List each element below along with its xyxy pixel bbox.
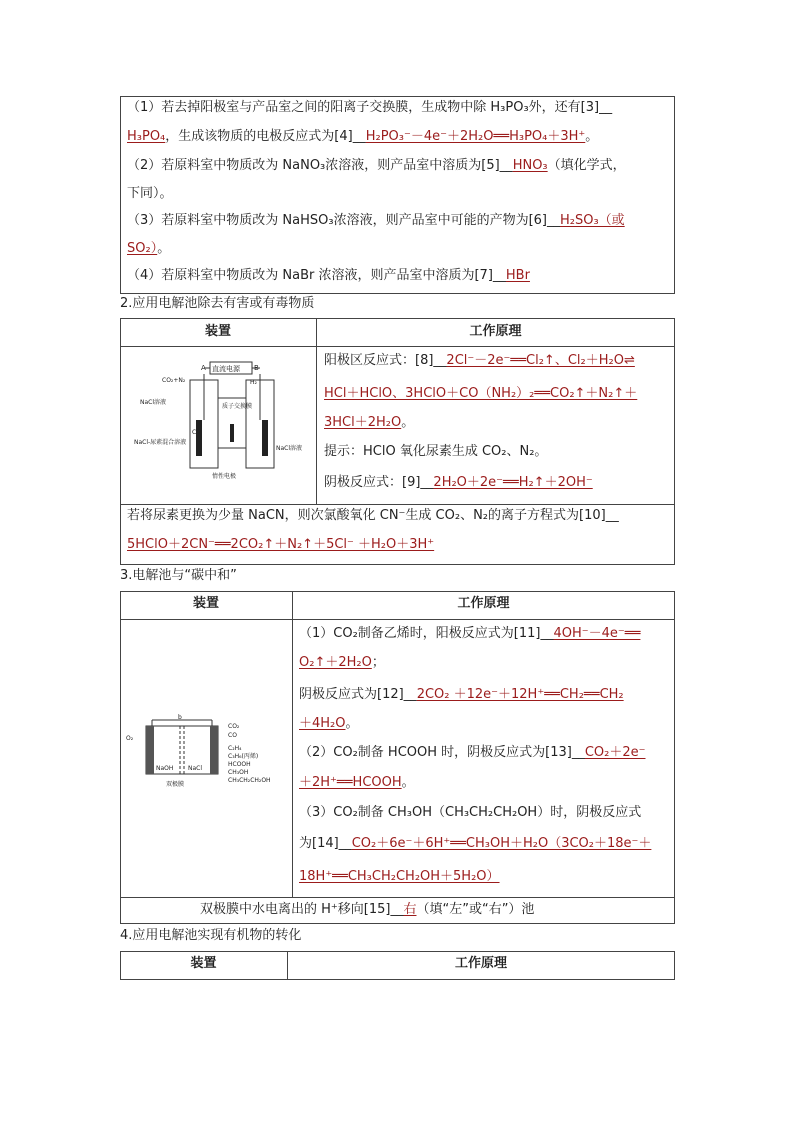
cl2-label: Cl₂	[192, 429, 201, 436]
s1-line-5: （3）若原料室中物质改为 NaHSO₃浓溶液，则产品室中可能的产物为[6]__H₂SO₃（或	[127, 213, 625, 228]
answer-13a: CO₂＋2e⁻	[584, 745, 646, 760]
b-label: b	[178, 714, 182, 721]
answer-6b: SO₂）	[127, 241, 158, 256]
section3-title: 3.电解池与“碳中和”	[120, 568, 237, 583]
s1-line-1: （1）若去掉阳极室与产品室之间的阳离子交换膜，生成物中除 H₃PO₃外，还有[3]__	[127, 100, 613, 115]
power-label: 直流电源	[212, 365, 240, 373]
answer-14b: 18H⁺══CH₃CH₂CH₂OH＋5H₂O）	[299, 869, 500, 884]
terminal-b-label: B	[254, 364, 259, 372]
right-electrode	[262, 420, 268, 456]
right-electrode	[210, 726, 218, 774]
section1-box	[120, 96, 675, 294]
nacl-right-label: NaCl溶液	[276, 445, 303, 452]
s4-col-principle: 工作原理	[454, 956, 507, 971]
gas-left-label: CO₂+N₂	[162, 377, 186, 384]
section2-title: 2.应用电解池除去有害或有毒物质	[120, 296, 315, 311]
answer-14a: CO₂＋6e⁻＋6H⁺══CH₃OH＋H₂O（3CO₂＋18e⁻＋	[351, 836, 652, 851]
s2-col-device: 装置	[204, 324, 231, 339]
nacl-left-label: NaCl溶液	[140, 399, 167, 406]
answer-10: 5HClO＋2CN⁻══2CO₂↑＋N₂↑＋5Cl⁻ ＋H₂O＋3H⁺	[127, 537, 435, 552]
s2-col-divider	[316, 318, 317, 504]
proton-membrane	[230, 424, 234, 442]
answer-15: 右	[403, 902, 417, 917]
naoh-label: NaOH	[156, 765, 174, 772]
answer-3: H₃PO₄	[127, 129, 166, 144]
answer-8b: HCl＋HClO、3HClO＋CO（NH₂）₂══CO₂↑＋N₂↑＋	[324, 386, 638, 401]
ch3oh-label: CH₃OH	[228, 769, 249, 776]
s3-q1-line1: （1）CO₂制备乙烯时，阳极反应式为[11]__4OH⁻－4e⁻══	[299, 626, 641, 641]
electrolysis-diagram-co2	[124, 712, 290, 796]
s2-extra-question: 若将尿素更换为少量 NaCN，则次氯酸氧化 CN⁻生成 CO₂、N₂的离子方程式为[10]__	[127, 508, 619, 523]
mix-label: NaCl-尿素混合溶液	[134, 439, 187, 446]
answer-5: HNO₃	[512, 158, 548, 173]
s1-line-3: （2）若原料室中物质改为 NaNO₃浓溶液，则产品室中溶质为[5]__HNO₃（填化学式，	[127, 158, 626, 173]
s3-q3-line1: （3）CO₂制备 CH₃OH（CH₃CH₂CH₂OH）时，阴极反应式	[299, 805, 642, 820]
answer-11b: O₂↑＋2H₂O	[299, 655, 372, 670]
answer-12a: 2CO₂ ＋12e⁻＋12H⁺══CH₂══CH₂	[416, 687, 624, 702]
s3-q1b-line2: ＋4H₂O。	[299, 716, 359, 731]
answer-11a: 4OH⁻－4e⁻══	[553, 626, 641, 641]
membrane-label: 质子交换膜	[222, 403, 253, 410]
answer-8a: 2Cl⁻－2e⁻══Cl₂↑、Cl₂＋H₂O⇌	[446, 353, 635, 368]
s3-q3-line2: 为[14]__CO₂＋6e⁻＋6H⁺══CH₃OH＋H₂O（3CO₂＋18e⁻＋	[299, 836, 652, 851]
s3-q3-line3	[299, 868, 500, 886]
s2-extra-answer	[127, 536, 434, 554]
s2-hint: 提示：HClO 氧化尿素生成 CO₂、N₂。	[324, 444, 548, 459]
s1-line-6: SO₂）。	[127, 241, 171, 256]
s2-anode-line2	[324, 385, 637, 403]
s3-col-divider	[292, 591, 293, 897]
left-electrode	[196, 420, 202, 456]
s3-header-divider	[120, 619, 675, 620]
co2-label: CO₂	[228, 723, 240, 730]
left-electrode	[146, 726, 154, 774]
electrolysis-diagram-urea	[132, 360, 307, 482]
s3-q2-line2: ＋2H⁺══HCOOH。	[299, 775, 415, 790]
s2-col-principle: 工作原理	[469, 324, 522, 339]
answer-6a: H₂SO₃（或	[559, 213, 625, 228]
nacl-label: NaCl	[188, 765, 203, 772]
s1-line-2: H₃PO₄，生成该物质的电极反应式为[4]__H₂PO₃⁻－4e⁻＋2H₂O══H₃PO₄＋3H⁺。	[127, 129, 599, 144]
s3-q1-line2: O₂↑＋2H₂O；	[299, 655, 385, 670]
co-label: CO	[228, 732, 237, 739]
answer-12b: ＋4H₂O	[299, 716, 346, 731]
s2-cathode: 阴极反应式：[9]__2H₂O＋2e⁻══H₂↑＋2OH⁻	[324, 475, 593, 490]
s3-q2-line1: （2）CO₂制备 HCOOH 时，阴极反应式为[13]__CO₂＋2e⁻	[299, 745, 646, 760]
s3-row-divider	[120, 897, 675, 898]
answer-8c: 3HCl＋2H₂O	[324, 415, 402, 430]
s3-col-principle: 工作原理	[457, 596, 510, 611]
answer-4: H₂PO₃⁻－4e⁻＋2H₂O══H₃PO₄＋3H⁺	[365, 129, 586, 144]
s2-header-divider	[120, 346, 675, 347]
s2-anode-line3: 3HCl＋2H₂O。	[324, 415, 415, 430]
hcooh-label: HCOOH	[228, 761, 251, 768]
c3h6-label: C₃H₆(丙烯)	[228, 753, 259, 760]
section4-title: 4.应用电解池实现有机物的转化	[120, 928, 302, 943]
c2h4-label: C₂H₄	[228, 745, 242, 752]
s3-col-device: 装置	[192, 596, 219, 611]
bipolar-membrane-label: 双极膜	[166, 781, 185, 788]
terminal-a-label: A	[201, 364, 206, 372]
answer-13b: ＋2H⁺══HCOOH	[299, 775, 402, 790]
s3-bottom-line: 双极膜中水电离出的 H⁺移向[15]__右（填“左”或“右”）池	[200, 902, 535, 917]
s2-anode-line1: 阳极区反应式：[8]__2Cl⁻－2e⁻══Cl₂↑、Cl₂＋H₂O⇌	[324, 353, 635, 368]
electrode-label: 惰性电极	[212, 473, 237, 480]
answer-9: 2H₂O＋2e⁻══H₂↑＋2OH⁻	[433, 475, 593, 490]
gas-right-label: H₂	[250, 379, 257, 386]
o2-label: O₂	[126, 735, 134, 742]
s1-line-4: 下同）。	[127, 186, 173, 201]
s2-row-divider	[120, 504, 675, 505]
s3-q1b-line1: 阴极反应式为[12]__2CO₂ ＋12e⁻＋12H⁺══CH₂══CH₂	[299, 687, 624, 702]
s1-line-7: （4）若原料室中物质改为 NaBr 浓溶液，则产品室中溶质为[7]__HBr	[127, 268, 530, 283]
s4-col-device: 装置	[190, 956, 217, 971]
propanol-label: CH₃CH₂CH₂OH	[228, 777, 271, 784]
answer-7: HBr	[505, 268, 530, 283]
